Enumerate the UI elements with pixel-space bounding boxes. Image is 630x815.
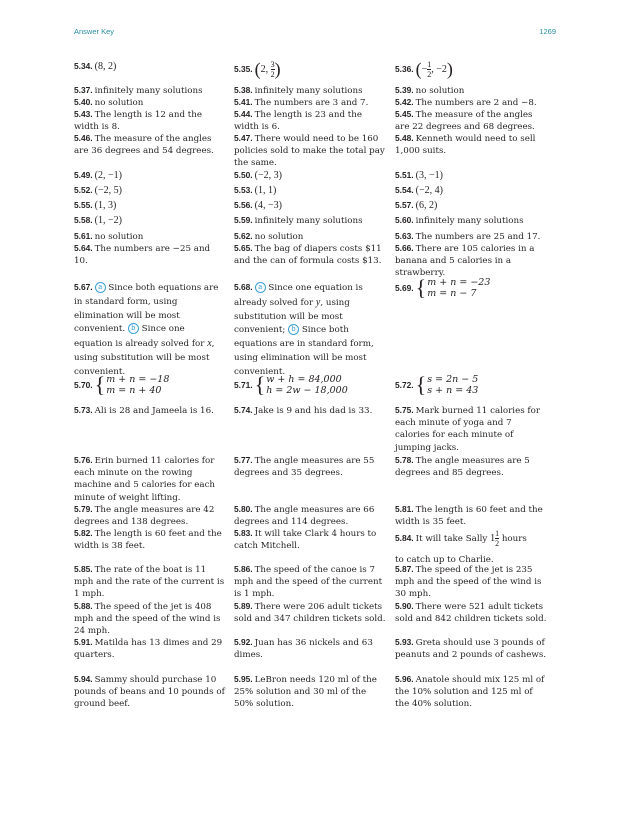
answer-5-59	[234, 214, 386, 227]
answer-number: 5.43.	[74, 109, 93, 119]
answer-text-part-a-end: , using substitution will be most convenient;	[234, 297, 350, 336]
answer-5-44	[234, 108, 386, 133]
answer-number: 5.85.	[74, 564, 93, 574]
answer-text: Mark burned 11 calories for each minute of yoga and 7 calories for each minute of jumping jacks.	[395, 406, 541, 453]
answer-text-unit: hours	[499, 533, 527, 544]
answer-5-54	[395, 184, 547, 197]
answer-5-47	[234, 132, 386, 170]
answer-number: 5.76.	[74, 455, 93, 465]
answer-number: 5.41.	[234, 97, 253, 107]
answer-5-83	[234, 527, 386, 552]
answer-text: The numbers are 2 and −8.	[415, 98, 537, 108]
answer-number: 5.72.	[395, 379, 414, 390]
answer-5-84	[395, 529, 547, 566]
answer-number: 5.44.	[234, 109, 253, 119]
answer-number: 5.90.	[395, 601, 414, 611]
answer-text: Matilda has 13 dimes and 29 quarters.	[74, 638, 223, 661]
answer-5-52	[74, 184, 226, 197]
answer-number: 5.62.	[234, 231, 253, 241]
answer-5-53	[234, 184, 386, 197]
right-paren: )	[274, 58, 281, 79]
answer-text: infinitely many solutions	[254, 86, 363, 96]
answer-text: Erin burned 11 calories for each minute on the rowing machine and 5 calories for each minute of weight lifting.	[74, 456, 216, 503]
equation-1: m + n = −23	[427, 277, 491, 288]
numerator: 3	[270, 60, 275, 69]
answer-5-86	[234, 563, 386, 601]
answer-text: There are 105 calories in a banana and 5 calories in a strawberry.	[395, 244, 535, 279]
numerator: 1	[495, 529, 500, 538]
answer-5-74	[234, 404, 386, 417]
variable: y	[315, 296, 321, 308]
answer-number: 5.45.	[395, 109, 414, 119]
answer-5-92	[234, 636, 386, 661]
answer-5-75	[395, 404, 547, 454]
answer-number: 5.36.	[395, 63, 414, 74]
answer-5-89	[234, 600, 386, 625]
answer-text-part-b: Since both equations are in standard form, using elimination will be most convenient.	[234, 325, 374, 377]
left-paren: (	[254, 58, 261, 79]
answer-text: Anatole should mix 125 ml of the 10% solution and 125 ml of the 40% solution.	[395, 675, 545, 710]
answer-number: 5.78.	[395, 455, 414, 465]
answer-text: Juan has 36 nickels and 63 dimes.	[234, 638, 373, 661]
answer-number: 5.65.	[234, 243, 253, 253]
answer-5-79	[74, 503, 226, 528]
answer-5-66	[395, 242, 547, 280]
answer-text: The angle measures are 66 degrees and 114 degrees.	[234, 505, 375, 528]
variable: x	[207, 338, 212, 350]
answer-number: 5.53.	[234, 185, 253, 195]
answer-value: (4, −3)	[254, 200, 282, 211]
answer-number: 5.81.	[395, 504, 414, 514]
answer-number: 5.69.	[395, 282, 414, 293]
answer-text: The speed of the canoe is 7 mph and the speed of the current is 1 mph.	[234, 565, 383, 600]
equation-2: h = 2w − 18,000	[266, 385, 348, 396]
answer-5-57	[395, 199, 547, 212]
answer-text: The angle measures are 42 degrees and 138 degrees.	[74, 505, 215, 528]
answer-text: It will take Clark 4 hours to catch Mitchell.	[234, 529, 377, 552]
answer-5-46	[74, 132, 226, 157]
answer-text: LeBron needs 120 ml of the 25% solution and 30 ml of the 50% solution.	[234, 675, 377, 710]
brace-icon: {	[415, 275, 427, 300]
answer-text: Greta should use 3 pounds of peanuts and 2 pounds of cashews.	[395, 638, 547, 661]
answer-number: 5.58.	[74, 215, 93, 225]
answer-text: infinitely many solutions	[254, 216, 363, 226]
answer-5-69	[395, 277, 547, 299]
answer-text: The length is 12 and the width is 8.	[74, 110, 202, 133]
equation-system	[255, 374, 348, 396]
value-part: , −2	[431, 63, 447, 75]
answer-5-88	[74, 600, 226, 638]
answer-number: 5.63.	[395, 231, 414, 241]
answer-text-part-b-end: , using substitution will be most convenient.	[74, 339, 215, 377]
answer-5-77	[234, 454, 386, 479]
equation-2: s + n = 43	[427, 385, 479, 396]
answer-5-67	[74, 281, 226, 380]
answer-5-48	[395, 132, 547, 157]
answer-number: 5.34.	[74, 61, 93, 71]
brace-icon: {	[254, 372, 266, 397]
equation-system	[95, 374, 170, 396]
answer-number: 5.52.	[74, 185, 93, 195]
answer-value: (−2, 3)	[254, 170, 282, 181]
answer-text: The length is 60 feet and the width is 38 feet.	[74, 529, 222, 552]
numerator: 1	[427, 60, 432, 69]
answer-text: The numbers are −25 and 10.	[74, 244, 211, 267]
answer-text: It will take Sally	[415, 533, 491, 544]
answer-text: infinitely many solutions	[94, 86, 203, 96]
brace-icon: {	[415, 372, 427, 397]
answer-text: The length is 23 and the width is 6.	[234, 110, 362, 133]
answer-text: infinitely many solutions	[415, 216, 524, 226]
answer-text-part-b: Since one equation is already solved for	[74, 324, 208, 350]
answer-text: The measure of the angles are 22 degrees and 68 degrees.	[395, 110, 535, 133]
answer-value: (−2, 4)	[415, 185, 443, 196]
answer-text: There were 521 adult tickets sold and 842 children tickets sold.	[395, 602, 547, 625]
answer-value: (1, −2)	[94, 215, 122, 226]
answer-5-56	[234, 199, 386, 212]
answer-number: 5.40.	[74, 97, 93, 107]
denominator: 2	[495, 539, 500, 548]
answer-5-94	[74, 673, 226, 711]
answer-text: The speed of the jet is 408 mph and the speed of the wind is 24 mph.	[74, 602, 221, 637]
answer-5-64	[74, 242, 226, 267]
answer-text: There were 206 adult tickets sold and 347 children tickets sold.	[234, 602, 386, 625]
left-paren: (	[415, 58, 422, 79]
answer-number: 5.54.	[395, 185, 414, 195]
answer-text: Sammy should purchase 10 pounds of beans and 10 pounds of ground beef.	[74, 675, 225, 710]
answer-5-78	[395, 454, 547, 479]
answer-5-55	[74, 199, 226, 212]
answer-number: 5.56.	[234, 200, 253, 210]
answer-number: 5.55.	[74, 200, 93, 210]
answer-text: The rate of the boat is 11 mph and the rate of the current is 1 mph.	[74, 565, 225, 600]
answer-5-58	[74, 214, 226, 227]
answer-number: 5.48.	[395, 133, 414, 143]
answer-number: 5.80.	[234, 504, 253, 514]
answer-5-34	[74, 60, 226, 73]
part-b-circle-icon: b	[288, 324, 299, 335]
denominator: 2	[270, 70, 275, 79]
answer-5-36	[395, 60, 547, 79]
minus-sign: −	[421, 63, 428, 75]
equation-1: s = 2n − 5	[427, 374, 479, 385]
answer-text-end: to catch up to Charlie.	[395, 555, 494, 565]
answer-number: 5.86.	[234, 564, 253, 574]
answer-number: 5.95.	[234, 674, 253, 684]
answer-number: 5.61.	[74, 231, 93, 241]
mixed-number	[490, 529, 500, 548]
answer-5-68	[234, 281, 386, 380]
answer-number: 5.51.	[395, 170, 414, 180]
answer-5-60	[395, 214, 547, 227]
equation-system	[416, 277, 491, 299]
right-paren: )	[446, 58, 453, 79]
answer-number: 5.67.	[74, 282, 93, 292]
answer-5-49	[74, 169, 226, 182]
answer-number: 5.88.	[74, 601, 93, 611]
answer-number: 5.84.	[395, 532, 414, 543]
equation-1: w + h = 84,000	[266, 374, 342, 385]
answer-5-73	[74, 404, 226, 417]
answer-5-80	[234, 503, 386, 528]
answer-number: 5.37.	[74, 85, 93, 95]
answer-text: Ali is 28 and Jameela is 16.	[94, 406, 214, 416]
answer-number: 5.77.	[234, 455, 253, 465]
answer-number: 5.42.	[395, 97, 414, 107]
answer-text: The measure of the angles are 36 degrees and 54 degrees.	[74, 134, 214, 157]
answer-number: 5.39.	[395, 85, 414, 95]
answer-number: 5.47.	[234, 133, 253, 143]
answer-text: There would need to be 160 policies sold to make the total pay the same.	[234, 134, 385, 169]
answer-value: (6, 2)	[415, 200, 438, 211]
answer-number: 5.83.	[234, 528, 253, 538]
answer-text-part-a: Since both equations are in standard form, using elimination will be most convenient.	[74, 283, 219, 335]
answer-5-82	[74, 527, 226, 552]
answer-5-50	[234, 169, 386, 182]
answer-number: 5.57.	[395, 200, 414, 210]
page-number: 1269	[539, 27, 556, 36]
running-header-title: Answer Key	[74, 27, 115, 36]
answer-text: The angle measures are 55 degrees and 35 degrees.	[234, 456, 375, 479]
answer-5-35	[234, 60, 386, 79]
answer-number: 5.49.	[74, 170, 93, 180]
part-a-circle-icon: a	[95, 282, 106, 293]
answer-5-65	[234, 242, 386, 267]
answer-number: 5.70.	[74, 379, 93, 390]
answer-text: The length is 60 feet and the width is 35 feet.	[395, 505, 543, 528]
denominator: 2	[427, 70, 432, 79]
answer-number: 5.79.	[74, 504, 93, 514]
answer-number: 5.75.	[395, 405, 414, 415]
answer-text: no solution	[94, 98, 144, 108]
answer-5-87	[395, 563, 547, 601]
answer-number: 5.46.	[74, 133, 93, 143]
answer-text: The angle measures are 5 degrees and 85 degrees.	[395, 456, 530, 479]
equation-2: m = n − 7	[427, 288, 477, 299]
answer-value: (3, −1)	[415, 170, 443, 181]
answer-number: 5.93.	[395, 637, 414, 647]
answer-value: (1, 3)	[94, 200, 117, 211]
answer-5-43	[74, 108, 226, 133]
answer-5-70	[74, 374, 226, 396]
answer-number: 5.66.	[395, 243, 414, 253]
answer-5-76	[74, 454, 226, 504]
answer-text-part-a: Since one equation is already solved for	[234, 283, 363, 308]
answer-value: (1, 1)	[254, 185, 277, 196]
answer-number: 5.74.	[234, 405, 253, 415]
answer-text: Jake is 9 and his dad is 33.	[254, 406, 373, 416]
answer-5-81	[395, 503, 547, 528]
answer-5-96	[395, 673, 547, 711]
brace-icon: {	[94, 372, 106, 397]
answer-text: no solution	[254, 232, 304, 242]
answer-number: 5.68.	[234, 282, 253, 292]
answer-number: 5.64.	[74, 243, 93, 253]
answer-5-91	[74, 636, 226, 661]
answer-number: 5.73.	[74, 405, 93, 415]
answer-5-90	[395, 600, 547, 625]
answer-number: 5.59.	[234, 215, 253, 225]
answer-text: The bag of diapers costs $11 and the can of formula costs $13.	[234, 244, 382, 267]
part-b-circle-icon: b	[128, 323, 139, 334]
answer-value: (2, −1)	[94, 170, 122, 181]
answer-value: (−2, 5)	[94, 185, 122, 196]
answer-text: The numbers are 25 and 17.	[415, 232, 541, 242]
answer-number: 5.60.	[395, 215, 414, 225]
equation-1: m + n = −18	[106, 374, 170, 385]
answer-value: (8, 2)	[94, 61, 117, 72]
answer-value	[254, 58, 281, 79]
whole-part: 1	[490, 532, 496, 544]
answer-number: 5.96.	[395, 674, 414, 684]
answer-5-45	[395, 108, 547, 133]
equation-2: m = n + 40	[106, 385, 162, 396]
answer-number: 5.91.	[74, 637, 93, 647]
answer-text: The numbers are 3 and 7.	[254, 98, 369, 108]
answer-5-95	[234, 673, 386, 711]
answer-number: 5.89.	[234, 601, 253, 611]
answer-number: 5.87.	[395, 564, 414, 574]
answer-number: 5.94.	[74, 674, 93, 684]
answer-5-51	[395, 169, 547, 182]
answer-5-85	[74, 563, 226, 601]
answer-text: no solution	[415, 86, 465, 96]
answer-number: 5.50.	[234, 170, 253, 180]
answer-number: 5.35.	[234, 63, 253, 74]
value-part: 2,	[260, 63, 271, 75]
part-a-circle-icon: a	[255, 282, 266, 293]
equation-system	[416, 374, 479, 396]
answer-number: 5.71.	[234, 379, 253, 390]
answer-number: 5.92.	[234, 637, 253, 647]
answer-text: The speed of the jet is 235 mph and the speed of the wind is 30 mph.	[395, 565, 542, 600]
answer-text: no solution	[94, 232, 144, 242]
answer-text: Kenneth would need to sell 1,000 suits.	[395, 134, 536, 157]
answer-value	[415, 58, 453, 79]
answer-5-93	[395, 636, 547, 661]
answer-5-72	[395, 374, 547, 396]
answer-5-71	[234, 374, 386, 396]
answer-number: 5.82.	[74, 528, 93, 538]
answer-number: 5.38.	[234, 85, 253, 95]
